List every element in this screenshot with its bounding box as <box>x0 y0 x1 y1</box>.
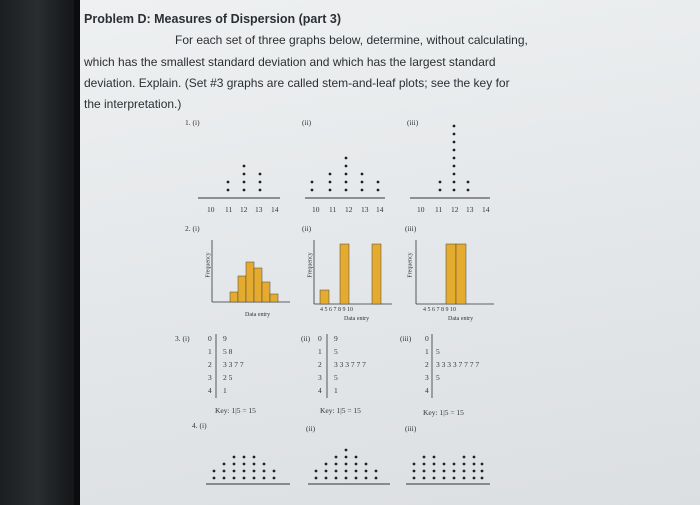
set4-ii-dot <box>315 470 318 473</box>
set4-label-i: 4. (i) <box>192 421 207 430</box>
set4-iii-dot <box>463 470 466 473</box>
set1-iii-dot <box>453 149 456 152</box>
set4-iii-dot <box>481 477 484 480</box>
set3-i-stem-3: 3 <box>208 373 212 382</box>
set4-iii-dot <box>443 477 446 480</box>
set4-ii-dot <box>315 477 318 480</box>
set4-ii-dot <box>375 470 378 473</box>
set3-i-stem-2: 2 <box>208 360 212 369</box>
set1-i-dot <box>243 181 246 184</box>
set1-ii-tick-12: 12 <box>345 205 353 214</box>
set3-ii-stem-0: 0 <box>318 334 322 343</box>
set4-ii-dot <box>345 463 348 466</box>
set1-ii-dot <box>361 173 364 176</box>
set4-iii-dot <box>423 456 426 459</box>
set1-ii-dot <box>329 181 332 184</box>
set4-iii-dot <box>481 463 484 466</box>
set4-iii-dot <box>463 456 466 459</box>
set1-label-ii: (ii) <box>302 118 312 127</box>
set4-iii-dot <box>423 477 426 480</box>
set4-iii-dot <box>443 470 446 473</box>
set1-iii-dot <box>467 181 470 184</box>
set1-ii-dot <box>361 189 364 192</box>
set4-ii-dot <box>345 456 348 459</box>
set4-dot-plots <box>213 449 484 480</box>
set1-i-dot <box>243 165 246 168</box>
set4-iii-dot <box>413 470 416 473</box>
set4-i-dot <box>253 477 256 480</box>
set2-i-xlabel: Data entry <box>245 312 271 318</box>
set4-iii-dot <box>453 463 456 466</box>
set4-ii-dot <box>335 456 338 459</box>
set4-ii-dot <box>355 477 358 480</box>
set4-i-dot <box>233 470 236 473</box>
set2-i-bar-1 <box>230 292 238 302</box>
set3-i-stem-0: 0 <box>208 334 212 343</box>
set3-i-key: Key: 1|5 = 15 <box>215 406 256 415</box>
set1-ii-dot <box>311 181 314 184</box>
worksheet-graphics <box>80 0 700 505</box>
set4-i-dot <box>273 477 276 480</box>
set4-ii-dot <box>335 463 338 466</box>
set1-ii-tick-14: 14 <box>376 205 384 214</box>
set3-iii-stem-3: 3 <box>425 373 429 382</box>
set4-ii-dot <box>355 463 358 466</box>
instructions-line-2: which has the smallest standard deviation and which has the largest standard <box>84 55 496 69</box>
set4-iii-dot <box>473 456 476 459</box>
set1-ii-dot <box>345 173 348 176</box>
set2-ii-bar-2 <box>340 244 349 304</box>
set4-iii-dot <box>423 470 426 473</box>
set1-iii-dot <box>453 133 456 136</box>
set3-iii-stem-0: 0 <box>425 334 429 343</box>
set4-iii-dot <box>433 477 436 480</box>
set1-iii-dot <box>453 181 456 184</box>
set1-i-dot <box>227 189 230 192</box>
set3-ii-stem-4: 4 <box>318 386 322 395</box>
set1-iii-tick-11: 11 <box>435 205 443 214</box>
set4-label-iii: (iii) <box>405 424 417 433</box>
set3-label-ii: (ii) <box>301 334 311 343</box>
set3-i-stem-4: 4 <box>208 386 212 395</box>
set2-iii-ylabel: Frequency <box>407 252 414 278</box>
set1-ii-dot <box>377 189 380 192</box>
set3-ii-stem-2: 2 <box>318 360 322 369</box>
set3-iii-leaves-3: 5 <box>436 373 440 382</box>
set4-iii-dot <box>463 477 466 480</box>
set1-i-dot <box>227 181 230 184</box>
set2-i-bar-4 <box>254 268 262 302</box>
set3-ii-leaves-3: 5 <box>334 373 338 382</box>
set2-ii-bar-3 <box>372 244 381 304</box>
set3-i-leaves-3: 2 5 <box>223 373 233 382</box>
set1-i-dot <box>259 181 262 184</box>
set3-i-stem-1: 1 <box>208 347 212 356</box>
set4-ii-dot <box>375 477 378 480</box>
set1-ii-tick-13: 13 <box>361 205 369 214</box>
set1-ii-dot <box>345 189 348 192</box>
set2-i-ylabel: Frequency <box>205 252 212 278</box>
set4-i-dot <box>273 470 276 473</box>
set4-ii-dot <box>345 449 348 452</box>
set4-iii-dot <box>463 463 466 466</box>
set1-i-dot <box>259 189 262 192</box>
set4-ii-dot <box>345 477 348 480</box>
set2-label-iii: (iii) <box>405 224 417 233</box>
set4-iii-dot <box>433 456 436 459</box>
set1-i-tick-12: 12 <box>240 205 248 214</box>
set1-ii-dot <box>329 189 332 192</box>
set4-ii-dot <box>365 477 368 480</box>
set3-ii-leaves-4: 1 <box>334 386 338 395</box>
set1-i-dot <box>243 173 246 176</box>
set3-ii-stem-1: 1 <box>318 347 322 356</box>
instructions-line-1: For each set of three graphs below, determine, without calculating, <box>175 33 528 47</box>
set1-i-tick-11: 11 <box>225 205 233 214</box>
binder-spine <box>0 0 82 505</box>
set4-ii-dot <box>365 470 368 473</box>
set1-i-dot <box>243 189 246 192</box>
set3-i-leaves-4: 1 <box>223 386 227 395</box>
set1-ii-dot <box>345 157 348 160</box>
set1-iii-dot <box>467 189 470 192</box>
set4-i-dot <box>233 477 236 480</box>
set2-ii-ylabel: Frequency <box>307 252 314 278</box>
set4-iii-dot <box>423 463 426 466</box>
set2-iii-bar-1 <box>446 244 456 304</box>
set4-ii-dot <box>355 456 358 459</box>
set3-iii-stem-2: 2 <box>425 360 429 369</box>
set1-iii-dot <box>453 141 456 144</box>
set2-label-i: 2. (i) <box>185 224 200 233</box>
set4-label-ii: (ii) <box>306 424 316 433</box>
set3-iii-key: Key: 1|5 = 15 <box>423 408 464 417</box>
set2-i-bar-5 <box>262 282 270 302</box>
set2-i-bar-3 <box>246 262 254 302</box>
set3-ii-leaves-1: 5 <box>334 347 338 356</box>
set1-iii-dot <box>453 125 456 128</box>
set4-ii-dot <box>365 463 368 466</box>
set1-ii-tick-11: 11 <box>329 205 337 214</box>
set4-ii-dot <box>325 463 328 466</box>
set1-i-tick-10: 10 <box>207 205 215 214</box>
set4-i-dot <box>253 463 256 466</box>
set4-i-dot <box>243 456 246 459</box>
set1-ii-dot <box>311 189 314 192</box>
set4-i-dot <box>213 470 216 473</box>
set3-iii-stem-1: 1 <box>425 347 429 356</box>
set4-iii-dot <box>443 463 446 466</box>
set4-i-dot <box>223 470 226 473</box>
set3-i-leaves-2: 3 3 7 7 <box>223 360 244 369</box>
set4-i-dot <box>263 470 266 473</box>
set4-ii-dot <box>325 477 328 480</box>
set1-iii-dot <box>453 189 456 192</box>
set4-iii-dot <box>453 477 456 480</box>
set2-i-bar-2 <box>238 276 246 302</box>
set1-iii-tick-14: 14 <box>482 205 490 214</box>
set3-ii-key: Key: 1|5 = 15 <box>320 406 361 415</box>
set4-iii-dot <box>413 463 416 466</box>
set4-iii-dot <box>453 470 456 473</box>
set1-iii-tick-12: 12 <box>451 205 459 214</box>
set1-i-tick-13: 13 <box>255 205 263 214</box>
set3-label-iii: (iii) <box>400 334 412 343</box>
set2-iii-xlabel: Data entry <box>448 316 474 322</box>
set4-ii-dot <box>335 477 338 480</box>
set4-i-dot <box>243 477 246 480</box>
set2-label-ii: (ii) <box>302 224 312 233</box>
set1-label-i: 1. (i) <box>185 118 200 127</box>
set4-i-dot <box>263 463 266 466</box>
instructions-line-3: deviation. Explain. (Set #3 graphs are called stem-and-leaf plots; see the key for <box>84 76 510 90</box>
set2-iii-bar-2 <box>456 244 466 304</box>
set1-label-iii: (iii) <box>407 118 419 127</box>
set2-ii-bar-1 <box>320 290 329 304</box>
set1-iii-dot <box>439 181 442 184</box>
set4-iii-dot <box>473 470 476 473</box>
set4-ii-dot <box>325 470 328 473</box>
set4-i-dot <box>243 470 246 473</box>
set4-i-dot <box>253 456 256 459</box>
set3-ii-stem-3: 3 <box>318 373 322 382</box>
set2-iii-ticks: 4 5 6 7 8 9 10 <box>423 307 456 313</box>
set1-ii-tick-10: 10 <box>312 205 320 214</box>
set3-i-leaves-1: 5 8 <box>223 347 233 356</box>
set3-iii-leaves-2: 3 3 3 3 7 7 7 7 <box>436 360 480 369</box>
set4-i-dot <box>243 463 246 466</box>
set1-dot-plots <box>227 125 470 192</box>
set4-i-dot <box>263 477 266 480</box>
set4-iii-dot <box>473 463 476 466</box>
problem-title: Problem D: Measures of Dispersion (part 3) <box>84 12 342 26</box>
set1-iii-dot <box>439 189 442 192</box>
set4-i-dot <box>213 477 216 480</box>
set4-i-dot <box>223 477 226 480</box>
set1-ii-dot <box>345 181 348 184</box>
set4-i-dot <box>233 456 236 459</box>
set2-ii-ticks: 4 5 6 7 8 9 10 <box>320 307 353 313</box>
set3-iii-stem-4: 4 <box>425 386 429 395</box>
set3-ii-leaves-2: 3 3 3 7 7 7 <box>334 360 366 369</box>
set4-ii-dot <box>355 470 358 473</box>
set1-i-dot <box>259 173 262 176</box>
set2-ii-xlabel: Data entry <box>344 316 370 322</box>
set1-ii-dot <box>377 181 380 184</box>
set3-i-leaves-0: 9 <box>223 334 227 343</box>
set4-ii-dot <box>345 470 348 473</box>
set4-i-dot <box>223 463 226 466</box>
set3-ii-leaves-0: 9 <box>334 334 338 343</box>
set4-iii-dot <box>473 477 476 480</box>
set1-ii-dot <box>361 181 364 184</box>
set1-iii-tick-13: 13 <box>466 205 474 214</box>
set2-i-bar-6 <box>270 294 278 302</box>
set4-i-dot <box>233 463 236 466</box>
set1-i-tick-14: 14 <box>271 205 279 214</box>
set4-iii-dot <box>433 463 436 466</box>
set1-iii-tick-10: 10 <box>417 205 425 214</box>
set1-iii-dot <box>453 173 456 176</box>
set1-iii-dot <box>453 157 456 160</box>
set4-iii-dot <box>413 477 416 480</box>
worksheet-page <box>80 0 700 505</box>
instructions-line-4: the interpretation.) <box>84 97 182 111</box>
set4-i-dot <box>253 470 256 473</box>
set4-iii-dot <box>433 470 436 473</box>
set1-iii-dot <box>453 165 456 168</box>
set4-iii-dot <box>481 470 484 473</box>
set1-ii-dot <box>345 165 348 168</box>
set3-iii-leaves-1: 5 <box>436 347 440 356</box>
set3-label-i: 3. (i) <box>175 334 190 343</box>
set1-ii-dot <box>329 173 332 176</box>
set4-ii-dot <box>335 470 338 473</box>
